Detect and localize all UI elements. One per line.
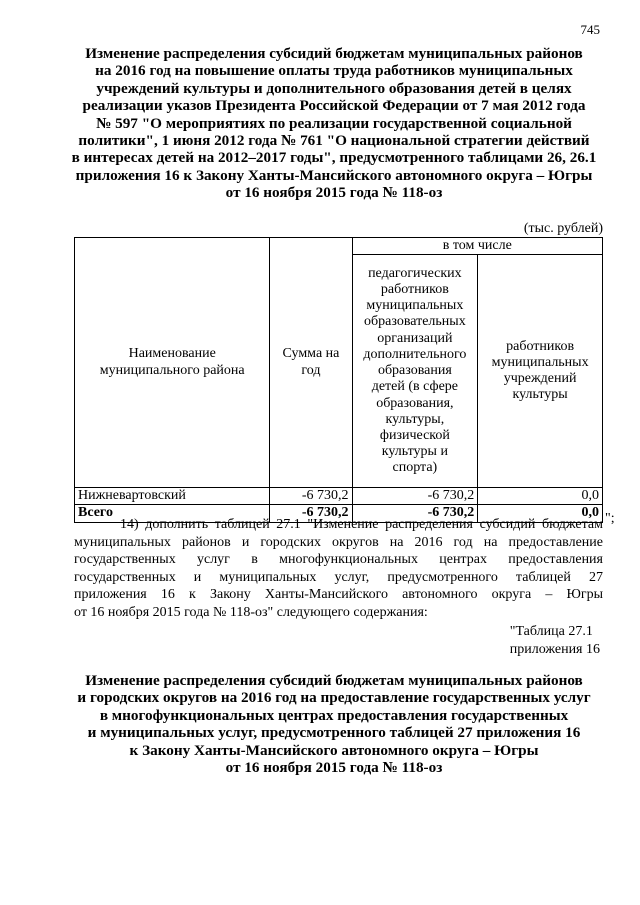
title-line: Изменение распределения субсидий бюджетам муниципальных районов — [85, 672, 583, 689]
title-line: реализации указов Президента Российской Федерации от 7 мая 2012 года — [82, 97, 586, 115]
title-line: на 2016 год на повышение оплаты труда работников муниципальных — [95, 62, 573, 80]
title-line: к Закону Ханты-Мансийского автономного округа – Югры — [129, 741, 539, 759]
paragraph-line: 14) дополнить таблицей 27.1 "Изменение распределения субсидий бюджетам — [120, 517, 603, 532]
col-header-pedagogical: педагогических работников муниципальных образовательных организаций дополнительного образования детей (в сфере образования, культуры, физической культуры и спорта) — [352, 255, 478, 488]
paragraph-line: от 16 ноября 2015 года № 118-оз" следующего содержания: — [74, 604, 428, 620]
title-line: учреждений культуры и дополнительного образования детей в целях — [96, 79, 572, 97]
cell-total-ped: -6 730,2 — [352, 505, 478, 522]
table-caption — [510, 623, 600, 658]
paragraph-line: государственных услуг в многофункциональных центрах предоставления — [74, 552, 603, 568]
title-line: в интересах детей на 2012–2017 годы", предусмотренного таблицами 26, 26.1 — [71, 149, 597, 167]
subsidy-table — [74, 237, 603, 523]
paragraph-line: государственных и муниципальных услуг, предусмотренного таблицей 27 — [74, 569, 603, 585]
paragraph-line: приложения 16 к Закону Ханты-Мансийского автономного округа – Югры — [74, 587, 603, 603]
cell-ped: -6 730,2 — [352, 488, 478, 505]
page-number: 745 — [580, 22, 600, 37]
table-row — [75, 488, 603, 505]
col-header-group: в том числе — [352, 238, 603, 255]
title-line: и городских округов на 2016 год на предоставление государственных услуг — [77, 689, 591, 707]
title-subsidy-mfc — [64, 672, 604, 776]
col-header-culture-workers: работников муниципальных учреждений культуры — [478, 255, 603, 488]
title-line: от 16 ноября 2015 года № 118-оз — [225, 184, 443, 202]
amendment-paragraph — [74, 516, 603, 622]
caption-line: приложения 16 — [509, 641, 600, 657]
title-line: в многофункциональных центрах предоставления государственных — [99, 706, 569, 724]
cell-name: Нижневартовский — [75, 488, 270, 505]
caption-line: "Таблица 27.1 — [509, 624, 593, 639]
title-line: от 16 ноября 2015 года № 118-оз — [225, 759, 443, 777]
units-label: (тыс. рублей) — [523, 221, 603, 236]
title-line: Изменение распределения субсидий бюджетам муниципальных районов — [85, 45, 583, 62]
title-subsidy-2016-salaries — [64, 45, 604, 202]
cell-total-work: 0,0 — [478, 505, 603, 522]
title-line: приложения 16 к Закону Ханты-Мансийского автономного округа – Югры — [75, 166, 593, 184]
cell-total-name: Всего — [75, 505, 270, 522]
title-line: политики", 1 июня 2012 года № 761 "О национальной стратегии действий — [78, 132, 590, 150]
closing-quote: "; — [605, 511, 615, 526]
cell-total-sum: -6 730,2 — [270, 505, 352, 522]
title-line: и муниципальных услуг, предусмотренного таблицей 27 приложения 16 — [87, 724, 581, 742]
title-line: № 597 "О мероприятиях по реализации государственной социальной — [96, 114, 572, 132]
cell-sum: -6 730,2 — [270, 488, 352, 505]
col-header-name: Наименование муниципального района — [75, 238, 270, 488]
cell-work: 0,0 — [478, 488, 603, 505]
col-header-sum: Сумма на год — [270, 238, 352, 488]
paragraph-line: муниципальных районов и городских округов на 2016 год на предоставление — [74, 534, 603, 550]
